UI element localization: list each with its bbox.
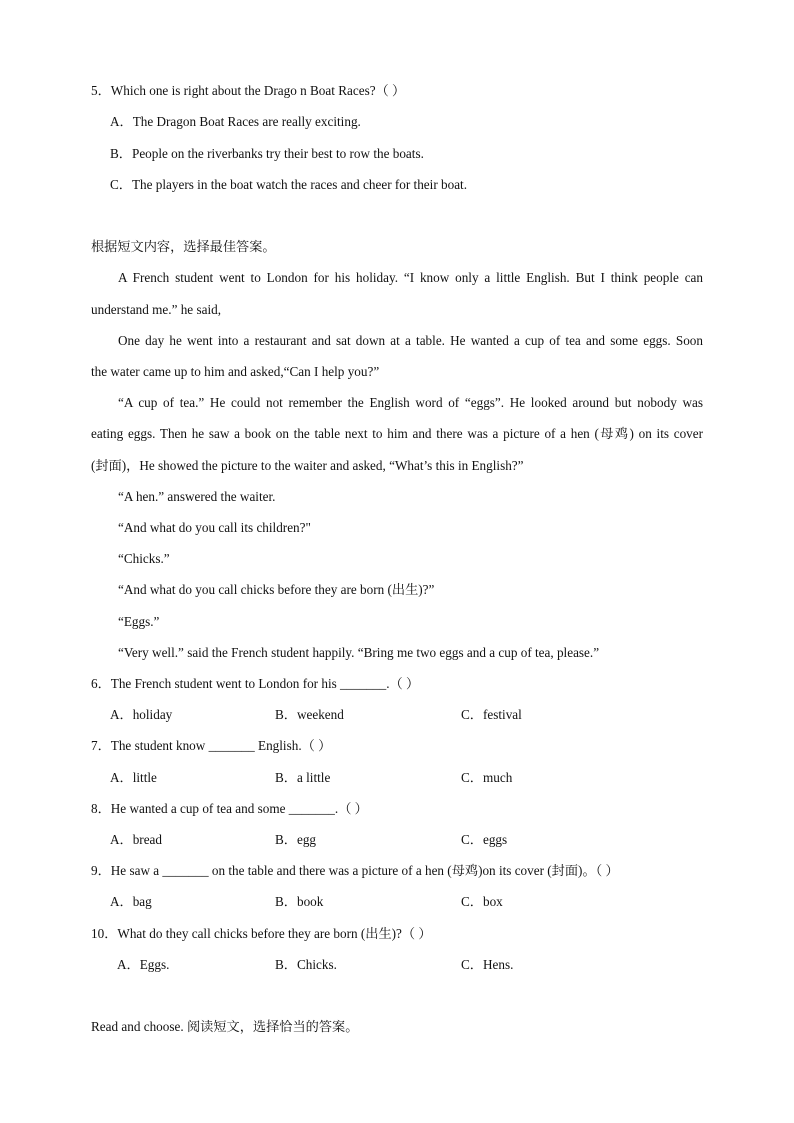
question-8-option-a: A．bread [110,832,162,847]
passage-line: “Eggs.” [118,614,160,629]
question-6-option-c: C．festival [461,707,522,722]
passage-line: (封面)，He showed the picture to the waiter and asked, “What’s this in English?” [91,458,524,473]
passage-line: eating eggs. Then he saw a book on the table next to him and there was a picture of a hen (母鸡) on its cover [91,426,703,441]
question-7-option-a: A．little [110,770,157,785]
passage-line: the water came up to him and asked,“Can I help you?” [91,364,380,379]
question-9-option-c: C．box [461,894,503,909]
question-8-option-b: B．egg [275,832,317,847]
passage-line: “And what do you call its children?" [118,520,311,535]
question-9-stem: 9．He saw a _______ on the table and there was a picture of a hen (母鸡)on its cover (封面)。（ ） [91,863,619,878]
passage-line: “A hen.” answered the waiter. [118,489,276,504]
passage-line: “A cup of tea.” He could not remember the English word of “eggs”. He looked around but nobody was [118,395,703,410]
question-5-option-c: C．The players in the boat watch the races and cheer for their boat. [110,177,468,192]
section-heading-reading: 根据短文内容，选择最佳答案。 [91,239,276,254]
question-9-option-a: A．bag [110,894,152,909]
passage-line: “Very well.” said the French student happily. “Bring me two eggs and a cup of tea, please.” [118,645,600,660]
question-7-option-c: C．much [461,770,513,785]
question-8-stem: 8．He wanted a cup of tea and some _______.（ ） [91,801,368,816]
question-10-stem: 10．What do they call chicks before they are born (出生)?（ ） [91,926,432,941]
passage-line: “And what do you call chicks before they are born (出生)?” [118,582,435,597]
question-5-option-b: B．People on the riverbanks try their best to row the boats. [110,146,424,161]
question-6-option-a: A．holiday [110,707,173,722]
question-7-stem: 7．The student know _______ English.（ ） [91,738,332,753]
question-10-option-b: B．Chicks. [275,957,337,972]
question-6-option-b: B．weekend [275,707,344,722]
question-10-option-c: C．Hens. [461,957,514,972]
section-heading-read-and-choose: Read and choose. 阅读短文，选择恰当的答案。 [91,1019,359,1034]
question-5-stem: 5．Which one is right about the Drago n Boat Races?（ ） [91,83,406,98]
question-9-option-b: B．book [275,894,324,909]
passage-line: A French student went to London for his holiday. “I know only a little English. But I think people can [118,270,703,285]
question-5-option-a: A．The Dragon Boat Races are really exciting. [110,114,361,129]
passage-line: One day he went into a restaurant and sat down at a table. He wanted a cup of tea and some eggs. Soon [118,333,703,348]
question-10-option-a: A．Eggs. [117,957,170,972]
question-7-option-b: B．a little [275,770,331,785]
passage-line: “Chicks.” [118,551,170,566]
question-8-option-c: C．eggs [461,832,508,847]
question-6-stem: 6．The French student went to London for his _______.（ ） [91,676,420,691]
passage-line: understand me.” he said, [91,302,222,317]
